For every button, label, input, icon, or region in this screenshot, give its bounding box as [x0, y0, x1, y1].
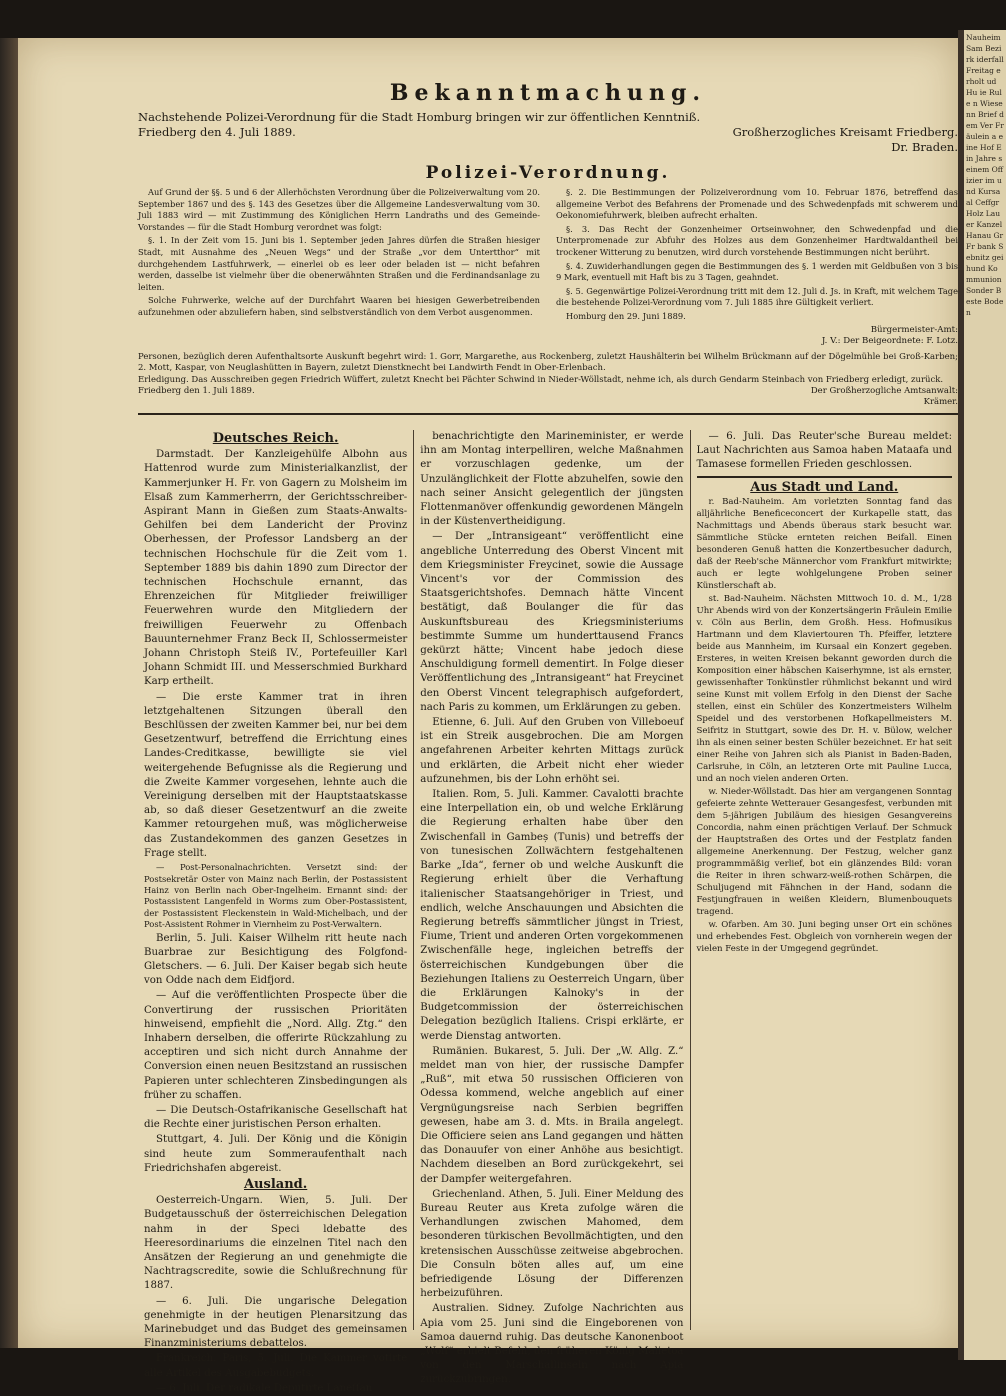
- news-paragraph: Etienne, 6. Juli. Auf den Gruben von Villeboeuf ist ein Streik ausgebrochen. Die am Morgen angefahrenen Arbeiter kehrten Mittags zurück und erklärten, die Arbeit nicht eher wieder aufzunehmen, bis der Lohn erhöht sei.: [420, 717, 684, 785]
- news-column-3: [691, 430, 959, 1330]
- book-binding: [0, 38, 18, 1348]
- news-paragraph: st. Bad-Nauheim. Nächsten Mittwoch 10. d. M., 1/28 Uhr Abends wird von der Konzertsängerin Fräulein Emilie v. Cöln aus Berlin, dem Großh. Hess. Hofmusikus Hartmann und dem Klaviertouren Th. Pfeiffer, letztere beide aus Mannheim, im Kursaal ein Konzert gegeben. Ersteres, in weiten Kreisen bekannt geworden durch die Komposition einer häbschen Kaiserhymne, ist als ernster, gewissenhafter Tonkünstler rühmlichst bekannt und wird seine Kunst mit vollem Erfolg in den Dienst der Sache stellen, einst ein Schüler des Konzertmeisters Wilhelm Speidel und des verstorbenen Hofkapellmeisters M. Seifritz in Stuttgart, sowie des Dr. H. v. Bülow, welcher ihn als einen seiner besten Schüler bezeichnet. Er hat seit einer Reihe von Jahren sich als Pianist in Baden-Baden, Carlsruhe, in Cöln, an letzteren Orte mit Pauline Lucca, und an noch vielen anderen Orten.: [696, 594, 952, 784]
- section-divider: [697, 476, 953, 478]
- news-paragraph: — Der „Intransigeant“ veröffentlicht eine angebliche Unterredung des Oberst Vincent mit dem Kriegsminister Freycinet, sowie die Aussage Vincent's vor der Commission des Staatsgerichtshofes. Demnach hätte Vincent bestätigt, daß Boulanger die für das Auskunftsbureau des Kriegsministeriums bestimmte Summe um hunderttausend Francs gekürzt hätte; Vincent habe jedoch diese Anschuldigung formell dementirt. In Folge dieser Veröffentlichung des „Intransigeant“ hat Freycinet den Oberst Vincent telegraphisch aufgefordert, nach Paris zu kommen, um Erklärungen zu geben.: [420, 531, 684, 713]
- news-paragraph: — 6. Juli. Das Reuter'sche Bureau meldet: Laut Nachrichten aus Samoa haben Mataafa und Tamasese formellen Frieden geschlossen.: [696, 431, 952, 470]
- notice-authority: Großherzogliches Kreisamt Friedberg.: [732, 125, 958, 139]
- news-paragraph: Darmstadt. Der Kanzleigehülfe Albohn aus Hattenrod wurde zum Ministerialkanzlist, der Kammerjunker H. Fr. von Gagern zu Molsheim im Elsaß zum Kammerherrn, der Gerichtsschreiber-Aspirant Mann in Gießen zum Staats-Anwalts-Gehilfen bei dem Landericht der Provinz Oberhessen, der Professor Landsberg an der technischen Hochschule für die Zeit vom 1. September 1889 bis dahin 1890 zum Director der technischen Hochschule ernannt, das Ehrenzeichen für Mitglieder freiwilliger Feuerwehren wurde den Mitgliedern der freiwilligen Feuerwehr zu Offenbach Bauunternehmer Franz Beck II, Schlossermeister Johann Christoph Steiß IV., Portefeuiller Karl Johann Schmidt III. und Messerschmied Burkhard Karp ertheilt.: [144, 449, 408, 688]
- notice-place-date: Friedberg den 4. Juli 1889.: [138, 125, 296, 139]
- ordinance-paragraph: §. 5. Gegenwärtige Polizei-Verordnung tritt mit dem 12. Juli d. Js. in Kraft, mit welchem Tage die bestehende Polizei-Verordnung vom 7. Juli 1885 ihre Gültigkeit verliert.: [556, 285, 958, 308]
- adjacent-page-text: Nauheim Sam Bezirk iderfall Freitag erholt ud Hu ie Rule n Wiese nn Brief dem Ver Fräulein a eine Hof Ein Jahre seinem Offizier im und Kursaal Ceffgr Holz Lauer Kanzel Hanau Gr Fr bank Sebnitz geihund Kommunion Sonder Beste Boden: [966, 33, 1004, 317]
- notice-signer: Dr. Braden.: [891, 140, 958, 154]
- persons-signer: Krämer.: [923, 397, 958, 408]
- persons-date: Friedberg den 1. Juli 1889.: [138, 385, 255, 396]
- section-divider: [138, 413, 958, 415]
- news-paragraph: Australien. Sidney. Zufolge Nachrichten aus Apia vom 25. Juni sind die Eingeborenen von Samoa dauernd ruhig. Das deutsche Kanonenboot „Wolf“ erhielt Befehl, den früheren König Malietoa von den Marschallinseln nach Apia zurückzubringen.: [420, 1303, 684, 1386]
- news-paragraph: — Post-Personalnachrichten. Versetzt sind: der Postsekretär Oster von Mainz nach Berlin, der Postassistent Hainz von Berlin nach Ober-Ingelheim. Ernannt sind: der Postassistent Langenfeld in Worms zum Ober-Postassistent, der Postassistent Fleckenstein in Wald-Michelbach, und der Post-Assistent Rohmer in Viernheim zu Post-Verwaltern.: [144, 862, 408, 930]
- ordinance-paragraph: §. 4. Zuwiderhandlungen gegen die Bestimmungen des §. 1 werden mit Geldbußen von 3 bis 9 Mark, eventuell mit Haft bis zu 3 Tagen, geahndet.: [556, 260, 958, 283]
- section-heading: Ausland.: [243, 1176, 308, 1192]
- notice-title: Bekanntmachung.: [389, 80, 707, 106]
- ordinance-date: Homburg den 29. Juni 1889.: [566, 310, 686, 321]
- news-paragraph: w. Nieder-Wöllstadt. Das hier am vergangenen Sonntag gefeierte zehnte Wetterauer Gesangesfest, verbunden mit dem 5-jährigen Jubiläum des hiesigen Gesangvereins Concordia, nahm einen prächtigen Verlauf. Der Schmuck der Hauptstraßen des Ortes und der Festplatz fanden allgemeine Anerkennung. Der Festzug, welcher ganz programmmäßig verlief, bot ein glänzendes Bild: voran die Reiter in ihren schwarz-weiß-rothen Schärpen, die Schuljugend mit Fähnchen in der Hand, sodann die Festjungfrauen in weißen Kleidern, Blumenbouquets tragend.: [696, 787, 952, 917]
- news-column-1: [138, 430, 414, 1394]
- ordinance-body: [138, 187, 958, 348]
- ordinance-signature-name: J. V.: Der Beigeordnete: F. Lotz.: [821, 336, 958, 347]
- news-paragraph: w. Ofarben. Am 30. Juni beging unser Ort ein schönes und erhebendes Fest. Obgleich von vornherein wegen der vielen Feste in der Umgegend gegründet.: [696, 920, 952, 954]
- notice-intro-text: Nachstehende Polizei-Verordnung für die Stadt Homburg bringen wir zur öffentlichen Kenntniß.: [138, 110, 701, 124]
- section-heading: Aus Stadt und Land.: [750, 480, 899, 495]
- news-paragraph: Italien. Rom, 5. Juli. Kammer. Cavalotti brachte eine Interpellation ein, ob und welche Erklärung die Regierung erhalten habe über den Zwischenfall in Gambeș (Tunis) und betreffs der von tunesischen Zollwächtern festgehaltenen Barke „Ida“, ferner ob und welche Auskunft die Regierung erhielt über die Verhaftung italienischer Staatsangehöriger in Triest, und endlich, welche Anschauungen und Absichten die Regierung betreffs sämmtlicher jüngst in Triest, Fiume, Trient und anderen Orten vorgekommenen Zwischenfälle hege, ingleichen betreffs der österreichischen Kundgebungen über die Beziehungen Italiens zu Oesterreich Ungarn, über die Erklärungen Kalnoky's in der Budgetcommission der österreichischen Delegation bezüglich Italiens. Crispi erklärte, er werde Dienstag antworten.: [420, 789, 684, 1042]
- news-paragraph: — 6. Juli. Der radikale Deputirte Laneſſan: [156, 1382, 373, 1394]
- ordinance-paragraph: Solche Fuhrwerke, welche auf der Durchfahrt Waaren bei hiesigen Gewerbetreibenden aufzunehmen oder abzuliefern haben, sind selbstverständlich von dem Verbot ausgenommen.: [138, 295, 540, 317]
- news-paragraph: Rumänien. Bukarest, 5. Juli. Der „W. Allg. Z.“ meldet man von hier, der russische Dampfer „Ruß“, mit etwa 50 russischen Officieren von Odessa kommend, welche angeblich auf einer Vergnügungsreise nach Serbien begriffen gewesen, habe am 3. d. Mts. in Braila angelegt. Die Officiere seien ans Land gegangen und hätten das Donauufer von einer Anhöhe aus besichtigt. Nachdem dieselben an Bord zurückgekehrt, sei der Dampfer weitergefahren.: [420, 1045, 684, 1185]
- ordinance-right-column: [556, 187, 958, 348]
- section-heading: Deutsches Reich.: [212, 431, 339, 446]
- news-paragraph: Stuttgart, 4. Juli. Der König und die Königin sind heute zum Sommeraufenthalt nach Friedrichshafen abgereist.: [144, 1134, 408, 1174]
- news-paragraph: — 6. Juli. Die ungarische Delegation genehmigte in der heutigen Plenarsitzung das Marinebudget und das Budget des gemeinsamen Finanzministeriums debattelos.: [144, 1295, 408, 1350]
- ordinance-paragraph: §. 3. Das Recht der Gonzenheimer Ortseinwohner, den Schwedenpfad und die Unterpromenade zur Abfuhr des Holzes aus dem Gonzenheimer Hardtwaldantheil bei trockener Witterung zu benutzen, wird durch vorstehende Bestimmungen nicht berührt.: [556, 223, 958, 257]
- ordinance-paragraph: §. 2. Die Bestimmungen der Polizeiverordnung vom 10. Februar 1876, betreffend das allgemeine Verbot des Befahrens der Promenade und des Schwedenpfads mit schwerem und Oekonomiefuhrwerk, bleiben aufrecht erhalten.: [556, 187, 958, 221]
- ordinance-title: Polizei-Verordnung.: [425, 163, 671, 183]
- ordinance-paragraph: Auf Grund der §§. 5 und 6 der Allerhöchsten Verordnung über die Polizeiverwaltung vom 20. September 1867 und des §. 143 des Gesetzes über die Allgemeine Landesverwaltung vom 30. Juli 1883 wird — mit Zustimmung des Königlichen Herrn Landraths und des Gemeinde-Vorstandes — für die Stadt Homburg verordnet was folgt:: [138, 187, 540, 232]
- news-paragraph: Berlin, 5. Juli. Kaiser Wilhelm ritt heute nach Buarbrae zur Besichtigung des Folgfond-Gletschers. — 6. Juli. Der Kaiser begab sich heute von Odde nach dem Eidfjord.: [144, 932, 408, 987]
- news-columns: [138, 430, 958, 1394]
- news-column-2: [414, 430, 690, 1386]
- persons-erledigung: Erledigung. Das Ausschreiben gegen Friedrich Wüffert, zuletzt Knecht bei Pächter Schwind in Nieder-Wöllstadt, nehme ich, als durch Gendarm Steinbach von Friedberg erledigt, zurück.: [138, 374, 944, 385]
- news-paragraph: Griechenland. Athen, 5. Juli. Einer Meldung des Bureau Reuter aus Kreta zufolge wären die Verhandlungen zwischen Mahomed, dem besonderen türkischen Bevollmächtigten, und den kretensischen Ausschüsse zeitweise abgebrochen. Die Consuln böten alles auf, um eine befriedigende Lösung der Differenzen herbeizuführen.: [420, 1188, 684, 1300]
- notice-section: [138, 38, 958, 419]
- adjacent-page-edge: [958, 30, 1006, 1360]
- news-paragraph: benachrichtigte den Marineminister, er werde ihn am Montag interpelliren, welche Maßnahmen er vorzuschlagen gedenke, um der Unzulänglichkeit der Flotte abzuhelfen, sowie den nach seiner Ansicht gelegentlich der jüngsten Flottenmanöver offenkundig gewordenen Mängeln in der Küstenvertheidigung.: [420, 431, 684, 528]
- news-paragraph: r. Bad-Nauheim. Am vorletzten Sonntag fand das alljährliche Beneficeconcert der Kurkapelle statt, das Nachmittags und Abends überaus stark besucht war. Sämmtliche Stücke ernteten reichen Beifall. Einen besonderen Genuß hatten die Konzertbesucher dadurch, daß der Reeb'sche Männerchor vom Frankfurt mitwirkte; auch er legte wohlgelungene Proben seiner Künstlerschaft ab.: [696, 497, 952, 591]
- ordinance-signature-office: Bürgermeister-Amt:: [870, 324, 958, 335]
- news-paragraph: Oesterreich-Ungarn. Wien, 5. Juli. Der Budgetausschuß der österreichischen Delegation nahm in der Speci ldebatte des Heeresordinariums die einzelnen Titel nach den Ansätzen der Regierung an und genehmigte die Nachtragscredite, sowie die Schlußrechnung für 1887.: [144, 1195, 408, 1292]
- news-paragraph: — Die erste Kammer trat in ihren letztgehaltenen Sitzungen überall den Beschlüssen der zweiten Kammer bei, nur bei dem Gesetzentwurf, betreffend die Errichtung eines Landes-Creditkasse, bewilligte sie viel weitergehende Befugnisse als die Regierung und die Zweite Kammer vorgesehen, lehnte auch die Vereinigung derselben mit der Hauptstaatskasse ab, so daß dieser Gesetzentwurf an die zweite Kammer retourgehen muß, was möglicherweise das Zustandekommen des ganzen Gesetzes in Frage stellt.: [144, 691, 408, 859]
- persons-authority: Der Großherzogliche Amtsanwalt:: [810, 385, 958, 396]
- newspaper-page: [18, 38, 958, 1394]
- ordinance-paragraph: §. 1. In der Zeit vom 15. Juni bis 1. September jeden Jahres dürfen die Straßen hiesiger Stadt, mit Ausnahme des „Neuen Wegs“ und der Straße „vor dem Untertthor“ mit durchgehendem Lastfuhrwerk, — einerlei ob es leer oder beladen ist — nicht befahren werden, dasselbe ist vielmehr über die obenerwähnten Straßen und die Ferdinandsanlage zu leiten.: [138, 235, 540, 292]
- ordinance-left-column: [138, 187, 540, 348]
- news-paragraph: — Auf die veröffentlichten Prospecte über die Convertirung der russischen Prioritäten hinweisend, empfiehlt die „Nord. Allg. Ztg.“ den Inhabern derselben, die offerirte Rückzahlung zu acceptiren und sich nicht durch Annahme der Conversion einen neuen Besitzstand an russischen Papieren unter schlechteren Zinsbedingungen als früher zu schaffen.: [144, 990, 408, 1101]
- notice-intro: [138, 110, 958, 155]
- persons-notice: [138, 352, 958, 409]
- persons-text: Personen, bezüglich deren Aufenthaltsorte Auskunft begehrt wird: 1. Gorr, Margarethe, aus Rockenberg, zuletzt Haushälterin bei Wilhelm Brückmann auf der Dögelmühle bei Groß-Karben; 2. Mott, Kaspar, von Neuglashütten in Bayern, zuletzt Dienstknecht bei Landwirth Fendt in Ober-Erlenbach.: [138, 351, 958, 374]
- news-paragraph: — Die Deutsch-Ostafrikanische Gesellschaft hat die Rechte einer juristischen Person erhalten.: [144, 1104, 408, 1131]
- news-paragraph: Frankreich. Paris, 5. Juli. Die Kammer votirte alle Artikel des Ausgabebudgets.: [144, 1353, 408, 1379]
